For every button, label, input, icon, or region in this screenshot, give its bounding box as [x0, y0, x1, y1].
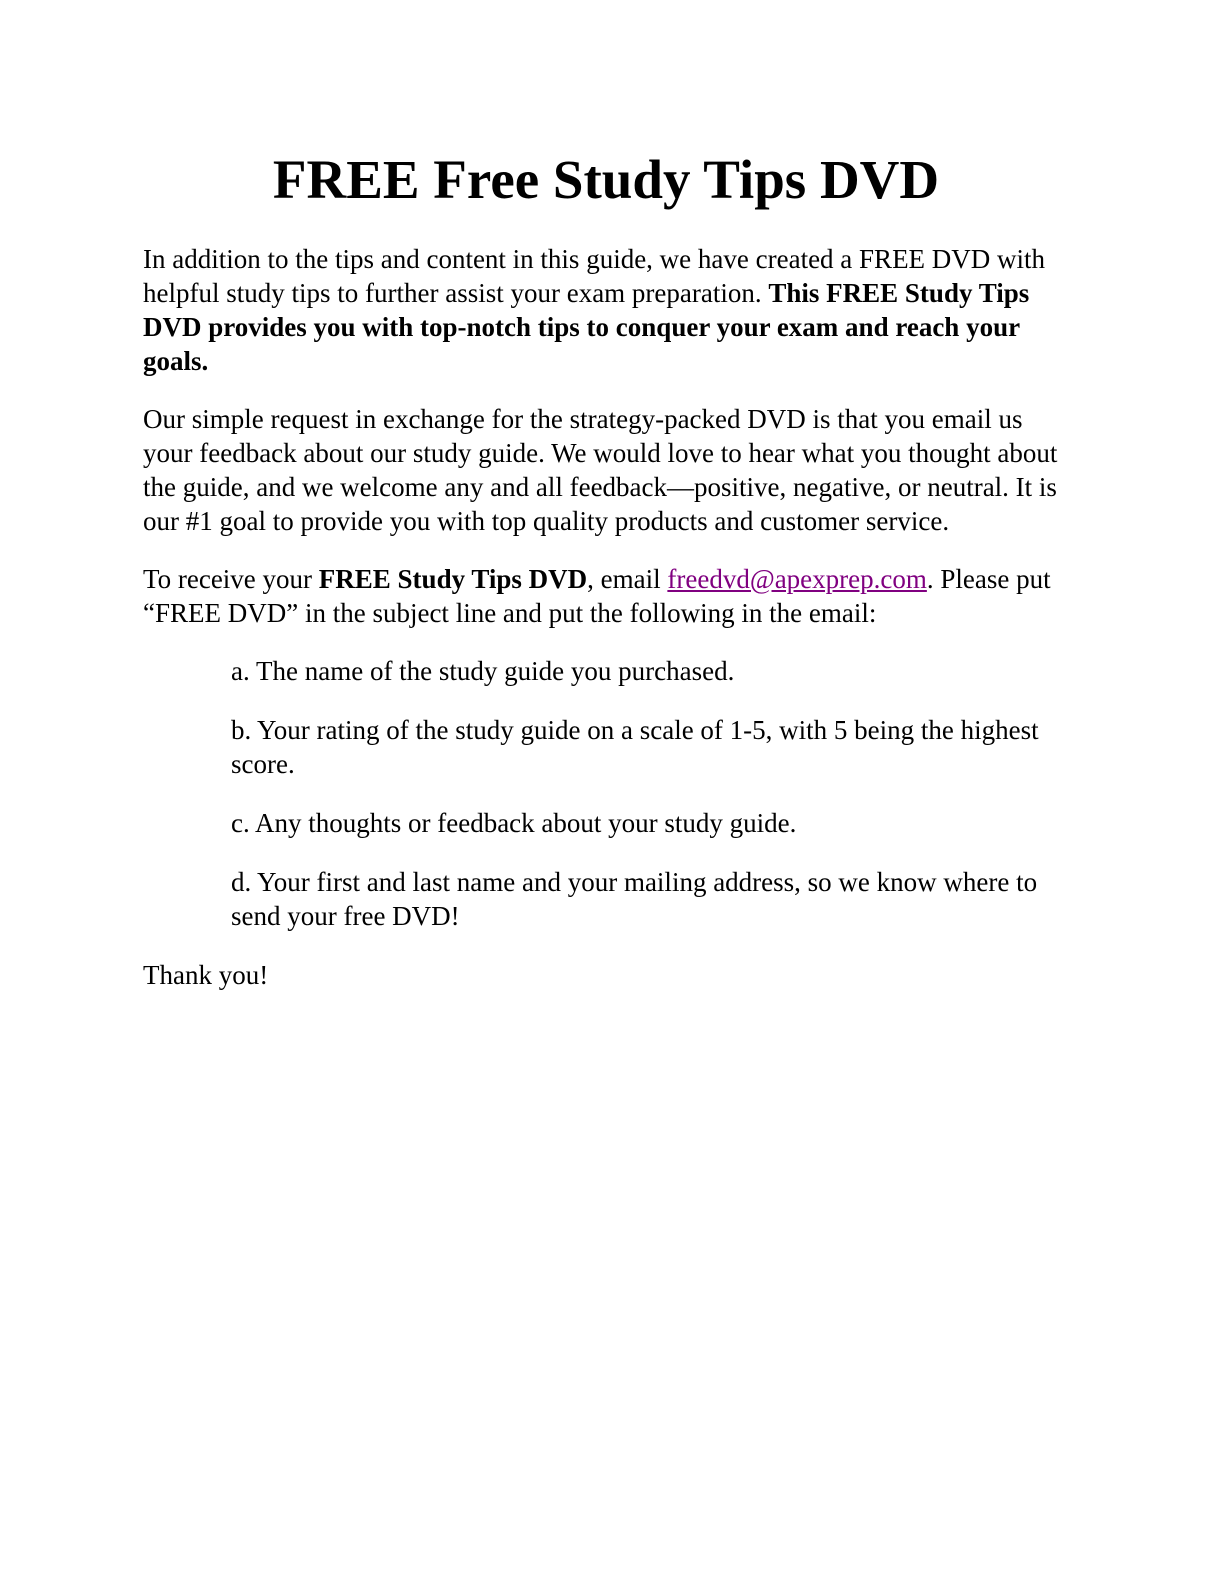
closing-text: Thank you!	[143, 960, 269, 990]
list-item: c. Any thoughts or feedback about your study guide.	[231, 808, 797, 838]
receive-middle: , email	[587, 564, 668, 594]
list-item: a. The name of the study guide you purchased.	[231, 656, 735, 686]
request-list	[143, 654, 1073, 933]
email-link[interactable]: freedvd@apexprep.com	[667, 564, 927, 594]
intro-paragraph	[143, 242, 1073, 378]
intro-bold-text: This FREE Study Tips DVD provides you with top-notch tips to conquer your exam and reach your goals.	[143, 278, 1030, 376]
list-item: d. Your first and last name and your mailing address, so we know where to send your free DVD!	[231, 867, 1038, 931]
intro-text: In addition to the tips and content in this guide, we have created a FREE DVD with helpful study tips to further assist your exam preparation.	[143, 244, 1046, 308]
receive-prefix: To receive your	[143, 564, 319, 594]
receive-suffix: . Please put “FREE DVD” in the subject line and put the following in the email:	[143, 564, 1051, 628]
receive-paragraph	[143, 562, 1073, 630]
list-item: b. Your rating of the study guide on a scale of 1-5, with 5 being the highest score.	[231, 715, 1039, 779]
receive-bold: FREE Study Tips DVD	[318, 564, 588, 594]
document-page	[143, 148, 1073, 992]
request-paragraph: Our simple request in exchange for the strategy-packed DVD is that you email us your feedback about our study guide. We would love to hear what you thought about the guide, and we welcome any and all feedback—positive, negative, or neutral. It is our #1 goal to provide you with top quality products and customer service.	[143, 404, 1058, 536]
page-title: FREE Free Study Tips DVD	[272, 149, 940, 210]
